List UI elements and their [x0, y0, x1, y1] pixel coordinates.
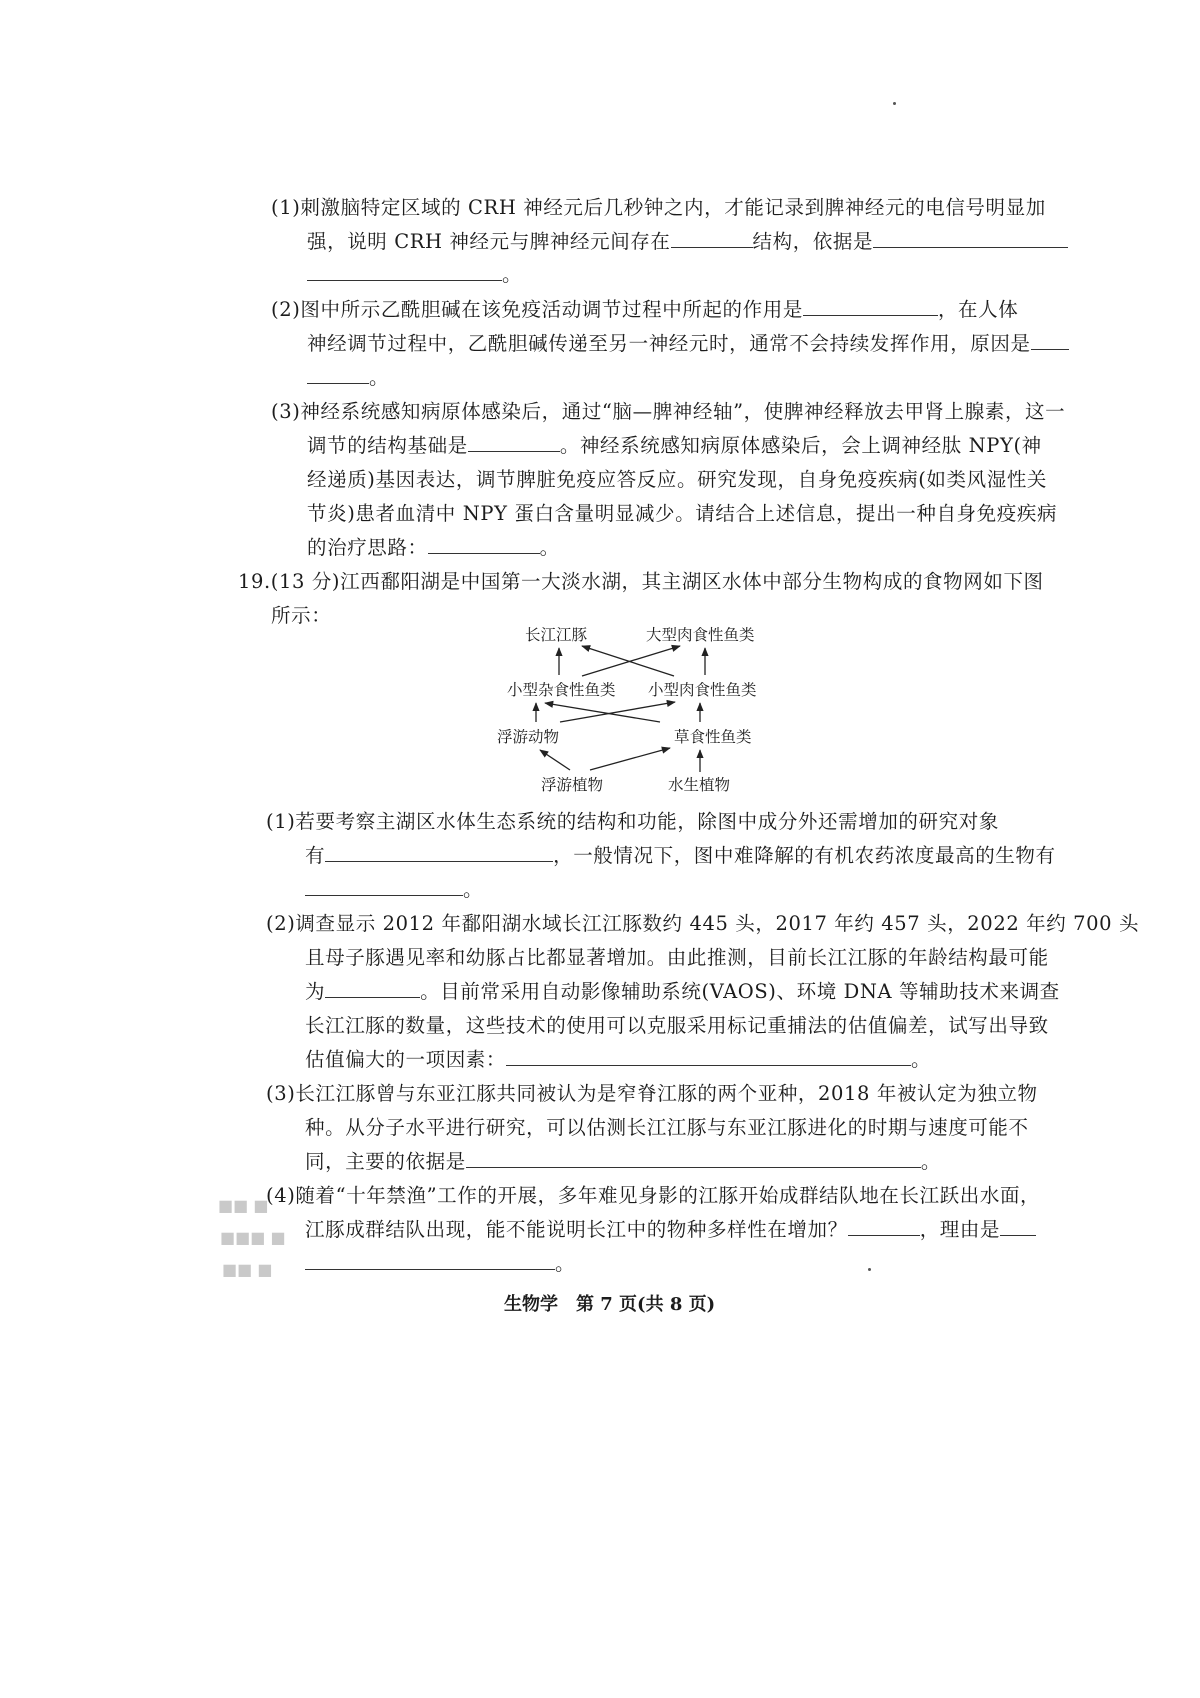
q19-p3-line2: 种。从分子水平进行研究，可以估测长江江豚与东亚江豚进化的时期与速度可能不	[305, 1116, 1029, 1139]
period: 。	[369, 366, 390, 389]
bleed-through-text: ■■ ■	[222, 1260, 273, 1279]
node-small-carnivore-fish: 小型肉食性鱼类	[648, 681, 757, 699]
q19-p3-line1: (3)长江江豚曾与东亚江豚共同被认为是窄脊江豚的两个亚种，2018 年被认定为独立物	[266, 1082, 1038, 1105]
q19-p2-line5	[305, 1050, 931, 1070]
bleed-through-text: ■■■ ■	[220, 1228, 286, 1247]
q18-p3-line2-text-b: 。神经系统感知病原体感染后，会上调神经肽 NPY(神	[559, 434, 1042, 457]
arrow-phytoplankton-to-zooplankton	[540, 750, 570, 770]
q19-p1-line1: (1)若要考察主湖区水体生态系统的结构和功能，除图中成分外还需增加的研究对象	[266, 810, 999, 833]
q18-p2-line1-text-b: ，在人体	[937, 298, 1019, 321]
q18-p1-line1: (1)刺激脑特定区域的 CRH 神经元后几秒钟之内，才能记录到脾神经元的电信号明显加	[271, 196, 1046, 219]
q19-p1-line2	[305, 846, 1056, 866]
answer-blank[interactable]	[848, 1233, 920, 1236]
q19-p2-line1: (2)调查显示 2012 年鄱阳湖水域长江江豚数约 445 头，2017 年约 457 头，2022 年约 700 头	[266, 912, 1140, 935]
answer-blank[interactable]	[1000, 1233, 1036, 1236]
q19-stem-line1: 19.(13 分)江西鄱阳湖是中国第一大淡水湖，其主湖区水体中部分生物构成的食物网如下图	[238, 570, 1044, 593]
q19-p1-line3	[305, 880, 483, 900]
q18-p3-line4: 节炎)患者血清中 NPY 蛋白含量明显减少。请结合上述信息，提出一种自身免疫疾病	[307, 502, 1058, 525]
period: 。	[911, 1048, 932, 1071]
q18-p2-line2-text: 神经调节过程中，乙酰胆碱传递至另一神经元时，通常不会持续发挥作用，原因是	[307, 332, 1031, 355]
q18-p3-line3: 经递质)基因表达，调节脾脏免疫应答反应。研究发现，自身免疫疾病(如类风湿性关	[307, 468, 1048, 491]
q19-p4-line2-text-b: ，理由是	[919, 1218, 1001, 1241]
q19-p4-line1: (4)随着“十年禁渔”工作的开展，多年难见身影的江豚开始成群结队地在长江跃出水面，	[266, 1184, 1041, 1207]
q18-p3-line1: (3)神经系统感知病原体感染后，通过“脑—脾神经轴”，使脾神经释放去甲肾上腺素，这一	[271, 400, 1066, 423]
q19-p2-line2: 且母子豚遇见率和幼豚占比都显著增加。由此推测，目前长江江豚的年龄结构最可能	[305, 946, 1049, 969]
q19-p2-line3-text-a: 为	[305, 980, 326, 1003]
q19-p3-line3-text: 同，主要的依据是	[305, 1150, 466, 1173]
arrow-phytoplankton-to-herbivore-fish	[590, 748, 670, 770]
q19-p4-line2	[305, 1220, 1036, 1240]
period: 。	[502, 263, 523, 286]
q19-p2-line4: 长江江豚的数量，这些技术的使用可以克服采用标记重捕法的估值偏差，试写出导致	[305, 1014, 1049, 1037]
node-aquatic-plants: 水生植物	[668, 776, 731, 794]
q18-p1-line2-text-a: 强，说明 CRH 神经元与脾神经元间存在	[307, 230, 671, 253]
answer-blank[interactable]	[466, 1165, 921, 1168]
q18-p1-line2-text-b: 结构，依据是	[752, 230, 874, 253]
period: 。	[539, 536, 560, 559]
answer-blank[interactable]	[305, 893, 463, 896]
answer-blank[interactable]	[325, 995, 420, 998]
q19-p3-line3	[305, 1152, 941, 1172]
q19-p4-line3	[305, 1254, 575, 1274]
bleed-through-text: ■■ ■	[218, 1196, 269, 1215]
q19-p2-line3-text-b: 。目前常采用自动影像辅助系统(VAOS)、环境 DNA 等辅助技术来调查	[420, 980, 1060, 1003]
period: 。	[463, 878, 484, 901]
period: 。	[555, 1252, 576, 1275]
q18-p3-line5-text: 的治疗思路：	[307, 536, 428, 559]
page-footer: 生物学 第 7 页(共 8 页)	[504, 1294, 716, 1315]
q19-p4-line2-text-a: 江豚成群结队出现，能不能说明长江中的物种多样性在增加？	[305, 1218, 848, 1241]
node-herbivore-fish: 草食性鱼类	[674, 728, 752, 746]
answer-blank[interactable]	[506, 1063, 911, 1066]
q19-p1-line2-text-b: ，一般情况下，图中难降解的有机农药浓度最高的生物有	[553, 844, 1056, 867]
node-phytoplankton: 浮游植物	[541, 776, 604, 794]
q19-p2-line5-text: 估值偏大的一项因素：	[305, 1048, 507, 1071]
period: 。	[920, 1150, 941, 1173]
node-yangtze-porpoise: 长江江豚	[525, 626, 588, 644]
node-small-omnivore-fish: 小型杂食性鱼类	[507, 681, 616, 699]
node-large-carnivore-fish: 大型肉食性鱼类	[646, 626, 755, 644]
q18-p2-line1-text-a: (2)图中所示乙酰胆碱在该免疫活动调节过程中所起的作用是	[271, 298, 803, 321]
answer-blank[interactable]	[325, 859, 553, 862]
q19-p2-line3	[305, 982, 1060, 1002]
answer-blank[interactable]	[305, 1267, 555, 1270]
arrow-zooplankton-to-small-carnivore-fish	[560, 702, 675, 722]
q19-p1-line2-text-a: 有	[305, 844, 326, 867]
node-zooplankton: 浮游动物	[497, 728, 560, 746]
arrow-herbivore-fish-to-small-omnivore-fish	[545, 703, 660, 722]
q19-stem-line2: 所示：	[271, 604, 332, 627]
q18-p3-line2-text-a: 调节的结构基础是	[307, 434, 468, 457]
